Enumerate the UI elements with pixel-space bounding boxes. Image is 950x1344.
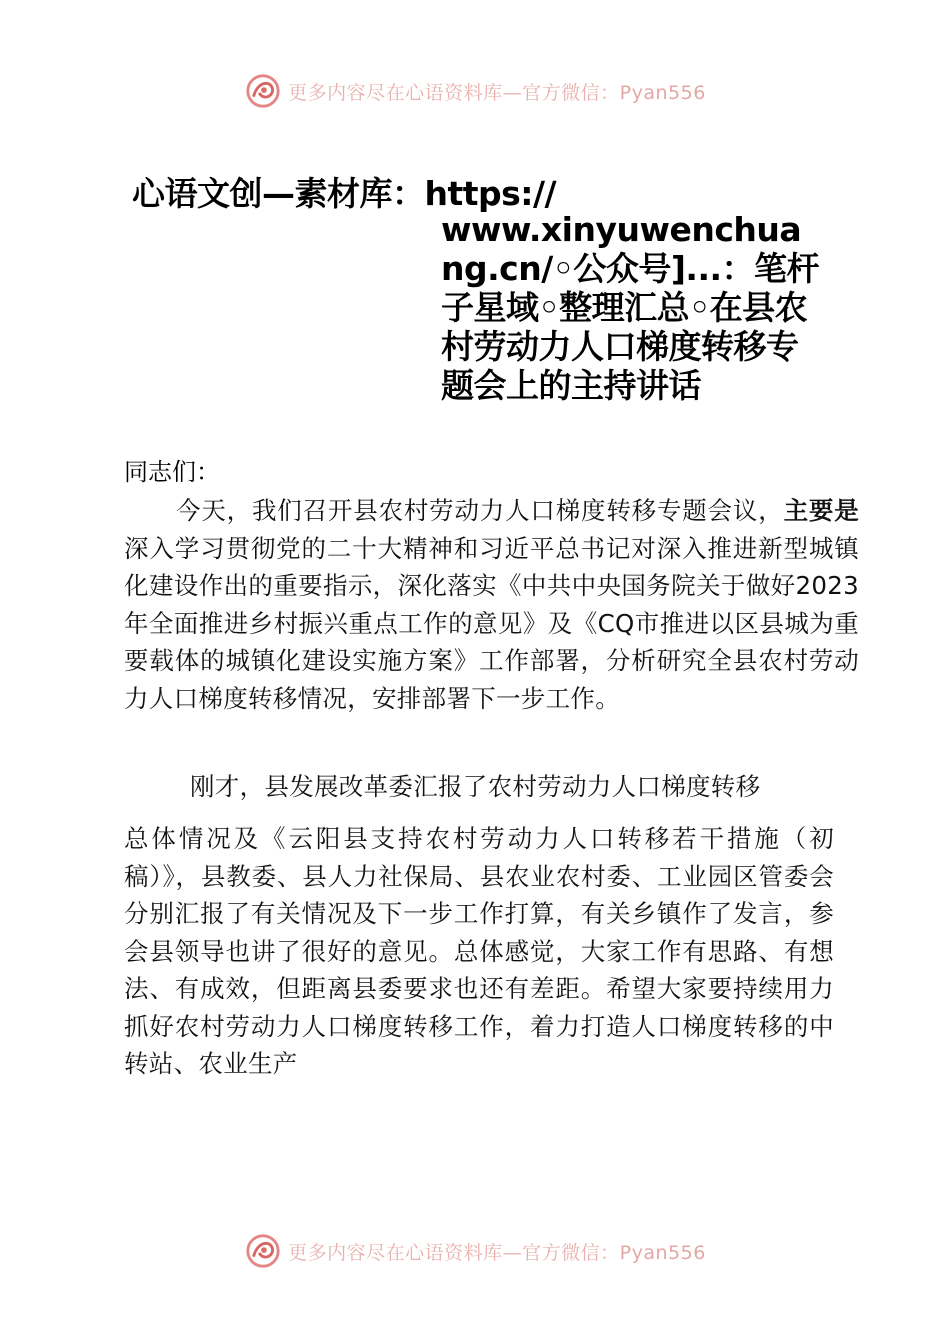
banner-text: 更多内容尽在心语资料库—官方微信：Pyan556 (288, 1241, 706, 1264)
footer-banner (0, 1232, 950, 1270)
paragraph-1-start: 今天，我们召开县农村劳动力人口梯度转移专题会议， (176, 496, 784, 525)
banner-account: Pyan556 (619, 81, 706, 104)
paragraph-1-rest: 深入学习贯彻党的二十大精神和习近平总书记对深入推进新型城镇化建设作出的重要指示，深化落实《中共中央国务院关于做好2023年全面推进乡村振兴重点工作的意见》及《CQ市推进以区县城为重要载体的城镇化建设实施方案》工作部署，分析研究全县农村劳动力人口梯度转移情况，安排部署下一步工作。 (124, 533, 859, 713)
red-swirl-logo-icon (244, 72, 282, 110)
paragraph-1-bold: 主要是 (783, 496, 859, 525)
document-title-line1: 心语文创—素材库：https:// (132, 174, 557, 213)
red-swirl-logo-icon (244, 1232, 282, 1270)
banner-account: Pyan556 (619, 1241, 706, 1264)
greeting: 同志们： (124, 458, 220, 486)
banner-text: 更多内容尽在心语资料库—官方微信：Pyan556 (288, 81, 706, 104)
paragraph-2-rest: 总体情况及《云阳县支持农村劳动力人口转移若干措施（初稿）》，县教委、县人力社保局、县农业农村委、工业园区管委会分别汇报了有关情况及下一步工作打算，有关乡镇作了发言，参会县领导也讲了很好的意见。总体感觉，大家工作有思路、有想法、有成效，但距离县委要求也还有差距。希望大家要持续用力抓好农村劳动力人口梯度转移工作，着力打造人口梯度转移的中转站、农业生产 (124, 824, 834, 1078)
paragraph-2-line1: 刚才，县发展改革委汇报了农村劳动力人口梯度转移 (190, 772, 761, 801)
paragraph-1 (124, 492, 859, 717)
document-title-rest: www.xinyuwenchuang.cn/◦公众号]...：笔杆子星域◦整理汇总◦在县农村劳动力人口梯度转移专题会上的主持讲话 (441, 210, 820, 405)
header-banner (0, 72, 950, 110)
